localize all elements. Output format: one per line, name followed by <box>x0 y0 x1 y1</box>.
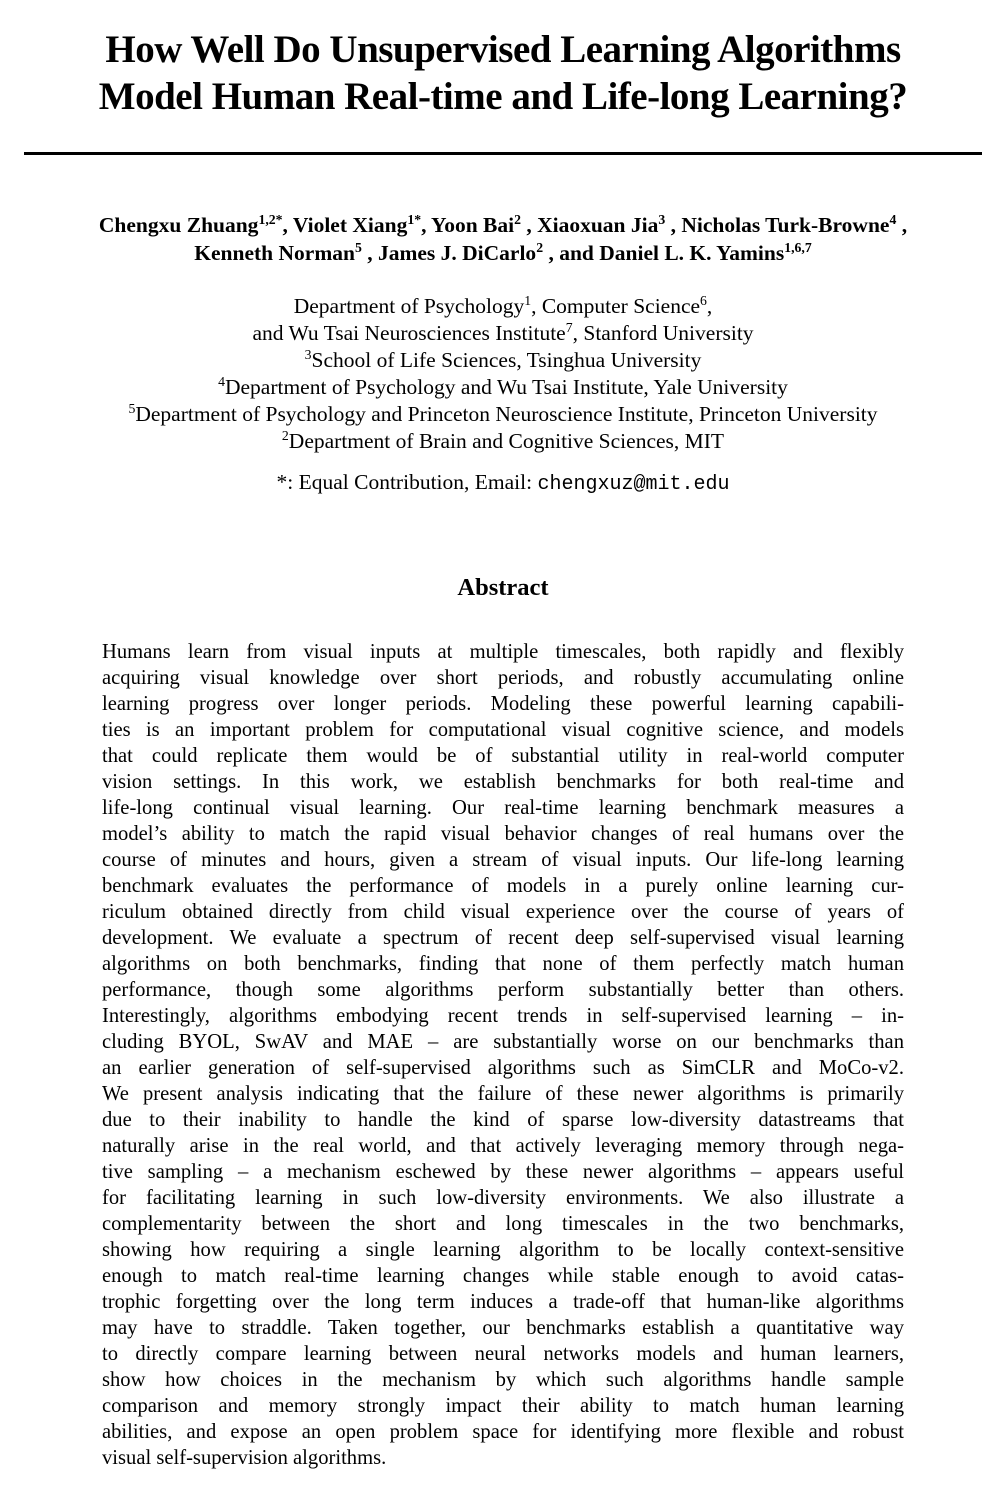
author-name: Xiaoxuan Jia <box>537 213 659 237</box>
abstract-heading: Abstract <box>457 574 549 601</box>
abstract-line: trophic forgetting over the long term induces a trade-off that human-like algorithms <box>102 1291 904 1313</box>
affiliation-superscript: 1 <box>524 292 532 308</box>
affiliation-superscript: 5 <box>128 400 136 416</box>
abstract-line: ties is an important problem for computational visual cognitive science, and models <box>102 719 904 741</box>
abstract-line: comparison and memory strongly impact their ability to match human learning <box>102 1395 904 1417</box>
abstract-line: model’s ability to match the rapid visual behavior changes of real humans over the <box>102 823 904 845</box>
abstract-line: acquiring visual knowledge over short periods, and robustly accumulating online <box>102 667 904 689</box>
abstract-text <box>102 639 904 1471</box>
abstract-line: Interestingly, algorithms embodying recent trends in self-supervised learning – in- <box>102 1005 904 1027</box>
abstract-line: learning progress over longer periods. Modeling these powerful learning capabili- <box>102 693 904 715</box>
author-name: Violet Xiang <box>292 213 408 237</box>
affiliation-text: Department of Psychology and Wu Tsai Institute, Yale University <box>224 375 788 399</box>
abstract-line: enough to match real-time learning changes while stable enough to avoid catas- <box>102 1265 904 1287</box>
author-list <box>40 211 966 267</box>
affiliation-line <box>40 374 966 401</box>
abstract-line: We present analysis indicating that the failure of these newer algorithms is primarily <box>102 1083 904 1105</box>
paper-title-line: Model Human Real-time and Life-long Learning? <box>98 75 908 118</box>
paper-title <box>30 26 976 120</box>
author-name: Yoon Bai <box>431 213 515 237</box>
author-affiliation-superscript: 2 <box>514 211 521 227</box>
paper-title-line: How Well Do Unsupervised Learning Algorithms <box>105 28 901 71</box>
affiliation-line <box>40 320 966 347</box>
abstract-line: tive sampling – a mechanism eschewed by these newer algorithms – appears useful <box>102 1161 904 1183</box>
abstract-line: to directly compare learning between neural networks models and human learners, <box>102 1343 904 1365</box>
abstract-line: cluding BYOL, SwAV and MAE – are substantially worse on our benchmarks than <box>102 1031 904 1053</box>
affiliation-text: , <box>706 294 713 318</box>
affiliation-text: , Computer Science <box>531 294 701 318</box>
abstract-line: development. We evaluate a spectrum of recent deep self-supervised visual learning <box>102 927 904 949</box>
affiliation-superscript: 4 <box>218 373 225 389</box>
abstract-line: vision settings. In this work, we establish benchmarks for both real-time and <box>102 771 904 793</box>
affiliation-text: Department of Brain and Cognitive Sciences, MIT <box>288 429 725 453</box>
author-affiliation-superscript: 1,6,7 <box>784 239 812 255</box>
author-affiliation-superscript: 1,2* <box>258 211 283 227</box>
abstract-line: showing how requiring a single learning algorithm to be locally context-sensitive <box>102 1239 904 1261</box>
abstract-line: may have to straddle. Taken together, our benchmarks establish a quantitative way <box>102 1317 904 1339</box>
abstract-line: for facilitating learning in such low-diversity environments. We also illustrate a <box>102 1187 904 1209</box>
affiliation-line <box>40 347 966 374</box>
author-line: Chengxu Zhuang$^{1,2*}$, Violet Xiang$^{1*}$, Yoon Bai$^2$ , Xiaoxuan Jia$^3$ , Nicholas Turk-Browne$^4$ , <box>98 211 908 237</box>
author-affiliation-superscript: 1* <box>407 211 422 227</box>
affiliation-text: and Wu Tsai Neurosciences Institute <box>252 321 566 345</box>
affiliation-superscript: 7 <box>565 319 573 335</box>
author-affiliation-superscript: 4 <box>889 211 897 227</box>
abstract-line: performance, though some algorithms perform substantially better than others. <box>102 979 904 1001</box>
affiliation-line <box>40 401 966 428</box>
author-line: Kenneth Norman$^5$ , James J. DiCarlo$^2$ , and Daniel L. K. Yamins$^{1,6,7}$ <box>194 239 812 265</box>
affiliation-text: , Stanford University <box>572 321 754 345</box>
affiliation-line <box>40 293 966 320</box>
abstract-line: complementarity between the short and long timescales in the two benchmarks, <box>102 1213 904 1235</box>
abstract-line: due to their inability to handle the kind of sparse low-diversity datastreams that <box>102 1109 904 1131</box>
author-name: Chengxu Zhuang <box>98 213 259 237</box>
affiliation-text: School of Life Sciences, Tsinghua University <box>311 348 702 372</box>
affiliation-superscript: 2 <box>281 427 289 443</box>
abstract-line: algorithms on both benchmarks, finding that none of them perfectly match human <box>102 953 904 975</box>
abstract-line: that could replicate them would be of substantial utility in real-world computer <box>102 745 904 767</box>
title-divider <box>24 152 982 155</box>
author-name: Nicholas Turk-Browne <box>681 213 890 237</box>
affiliation-superscript: 3 <box>304 346 312 362</box>
author-name: James J. DiCarlo <box>377 241 537 265</box>
equal-contribution-text: *: Equal Contribution, Email: <box>276 470 538 494</box>
abstract-line: show how choices in the mechanism by which such algorithms handle sample <box>102 1369 904 1391</box>
affiliation-text: Department of Psychology and Princeton Neuroscience Institute, Princeton University <box>135 402 878 426</box>
abstract-line: riculum obtained directly from child visual experience over the course of years of <box>102 901 904 923</box>
contact-email: chengxuz@mit.edu <box>537 473 730 496</box>
abstract-line: course of minutes and hours, given a stream of visual inputs. Our life-long learning <box>102 849 904 871</box>
abstract-line: Humans learn from visual inputs at multiple timescales, both rapidly and flexibly <box>102 641 904 663</box>
abstract-line: visual self-supervision algorithms. <box>102 1447 387 1469</box>
affiliation-line <box>40 428 966 455</box>
abstract-line: an earlier generation of self-supervised algorithms such as SimCLR and MoCo-v2. <box>102 1057 904 1079</box>
author-name: Kenneth Norman <box>194 241 355 265</box>
author-affiliation-superscript: 3 <box>658 211 666 227</box>
abstract-line: abilities, and expose an open problem space for identifying more flexible and robust <box>102 1421 904 1443</box>
abstract-line: life-long continual visual learning. Our real-time learning benchmark measures a <box>102 797 904 819</box>
author-affiliation-superscript: 5 <box>354 239 362 255</box>
affiliation-list <box>40 293 966 455</box>
affiliation-superscript: 6 <box>700 292 707 308</box>
affiliation-text: Department of Psychology <box>293 294 525 318</box>
abstract-line: benchmark evaluates the performance of models in a purely online learning cur- <box>102 875 904 897</box>
author-name: Daniel L. K. Yamins <box>599 241 785 265</box>
abstract-line: naturally arise in the real world, and that actively leveraging memory through nega- <box>102 1135 904 1157</box>
equal-contribution-note <box>40 469 966 498</box>
author-affiliation-superscript: 2 <box>536 239 544 255</box>
